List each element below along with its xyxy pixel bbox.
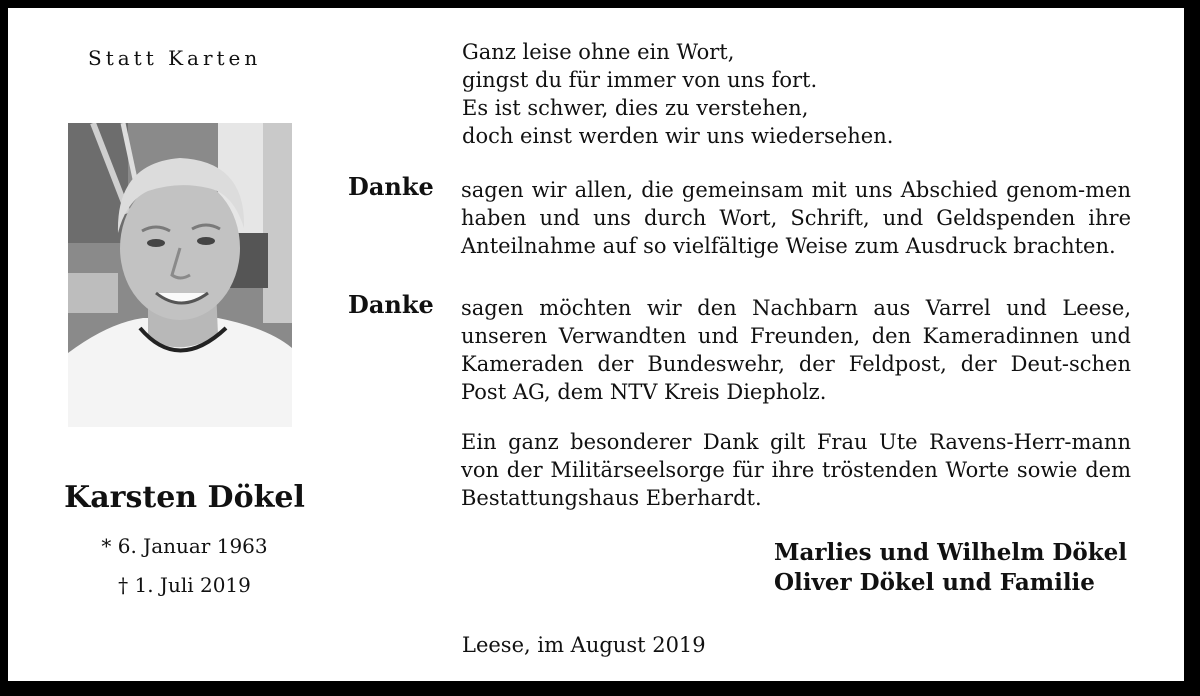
thanks-text-2: sagen möchten wir den Nachbarn aus Varrel und Leese, unseren Verwandten und Freunden, den Kameradinnen und Kameraden der Bundeswehr, der Feldpost, der Deut-schen Post AG, dem NTV Kreis Diepholz. [461, 296, 1131, 404]
portrait-photo [68, 123, 292, 427]
place-date: Leese, im August 2019 [462, 633, 706, 657]
thanks-lead-1: Danke [348, 172, 434, 201]
signature-line: Marlies und Wilhelm Dökel [774, 539, 1128, 566]
signature-line: Oliver Dökel und Familie [774, 569, 1095, 596]
thanks-text-1: sagen wir allen, die gemeinsam mit uns Abschied genom-men haben und uns durch Wort, Schrift, und Geldspenden ihre Anteilnahme auf so vielfältige Weise zum Ausdruck brachten. [461, 178, 1131, 258]
signature [774, 538, 1127, 598]
birth-date: * 6. Januar 1963 [101, 534, 268, 558]
death-date: † 1. Juli 2019 [118, 573, 251, 597]
poem-line: Ganz leise ohne ein Wort, [462, 40, 735, 64]
special-thanks-text: Ein ganz besonderer Dank gilt Frau Ute Ravens-Herr-mann von der Militärseelsorge für ihre tröstenden Worte sowie dem Bestattungshaus Eberhardt. [461, 430, 1131, 510]
thanks-lead-2: Danke [348, 290, 434, 319]
statt-karten-heading: Statt Karten [88, 46, 262, 70]
deceased-name: Karsten Dökel [64, 480, 305, 515]
poem-line: gingst du für immer von uns fort. [462, 68, 818, 92]
poem-line: doch einst werden wir uns wiedersehen. [462, 124, 894, 148]
poem [462, 38, 893, 150]
obituary-card [8, 8, 1184, 681]
poem-line: Es ist schwer, dies zu verstehen, [462, 96, 809, 120]
